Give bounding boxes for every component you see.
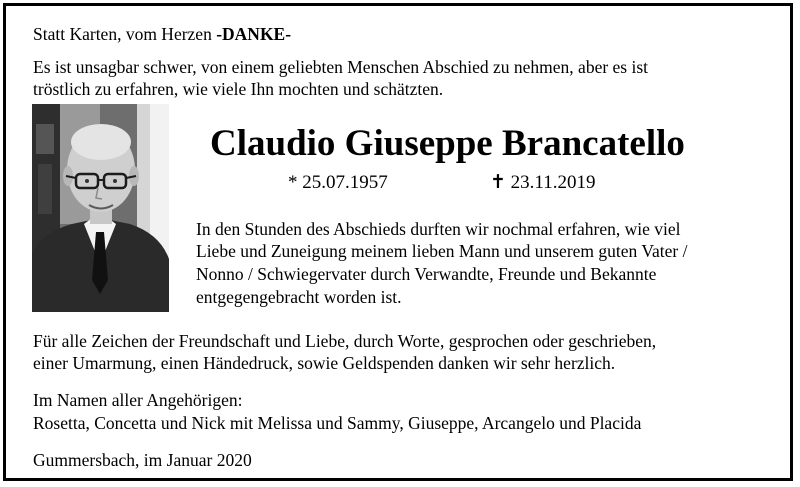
paragraph2-line-1: Für alle Zeichen der Freundschaft und Liebe, durch Worte, gesprochen oder geschrieben, — [33, 331, 657, 351]
paragraph1-line-1: In den Stunden des Abschieds durften wir nochmal erfahren, wie viel — [196, 219, 681, 239]
death-date: ✝ 23.11.2019 — [490, 172, 596, 193]
place-date: Gummersbach, im Januar 2020 — [33, 450, 252, 470]
headline-danke: -DANKE- — [216, 24, 292, 44]
family-line-1: Im Namen aller Angehörigen: — [33, 390, 243, 410]
paragraph1-line-3: Nonno / Schwiegervater durch Verwandte, Freunde und Bekannte — [196, 264, 657, 284]
headline — [33, 23, 291, 45]
paragraph1-line-4: entgegengebracht worden ist. — [196, 287, 402, 307]
opening-line-1: Es ist unsagbar schwer, von einem geliebten Menschen Abschied zu nehmen, aber es ist — [33, 57, 649, 77]
opening-line-2: tröstlich zu erfahren, wie viele Ihn mochten und schätzten. — [33, 79, 444, 99]
birth-date: * 25.07.1957 — [288, 172, 388, 193]
deceased-name: Claudio Giuseppe Brancatello — [210, 123, 685, 164]
portrait-photo — [32, 104, 169, 312]
family-line-2: Rosetta, Concetta und Nick mit Melissa und Sammy, Giuseppe, Arcangelo und Placida — [33, 413, 642, 433]
headline-intro: Statt Karten, vom Herzen — [33, 24, 212, 44]
paragraph2-line-2: einer Umarmung, einen Händedruck, sowie Geldspenden danken wir sehr herzlich. — [33, 353, 616, 373]
paragraph1-line-2: Liebe und Zuneigung meinem lieben Mann und unserem guten Vater / — [196, 241, 688, 261]
